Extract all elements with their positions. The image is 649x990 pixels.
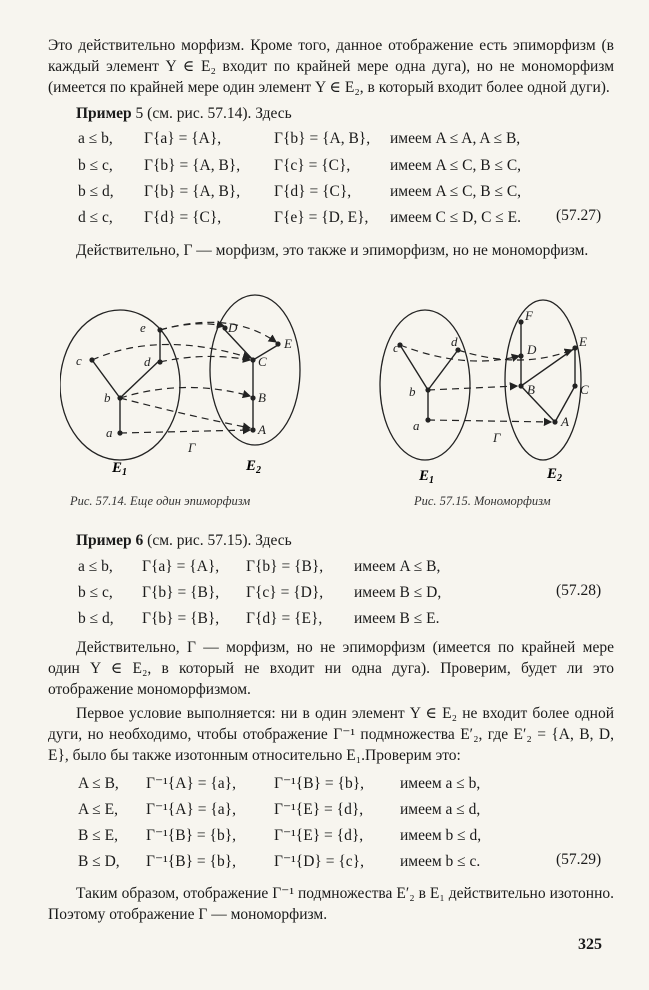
node-c (89, 357, 94, 362)
set-e2-ellipse (505, 300, 581, 460)
label-d: d (144, 354, 151, 369)
example6-heading (48, 530, 614, 551)
mapping-arc (120, 387, 250, 398)
node-b (425, 387, 430, 392)
label-c: c (76, 353, 82, 368)
node-D (222, 325, 227, 330)
label-gamma: Γ (493, 430, 501, 445)
node-A (552, 419, 557, 424)
node-b (117, 395, 122, 400)
label-a: a (106, 425, 113, 440)
label-a: a (413, 418, 420, 433)
label-E: E (284, 336, 292, 351)
mapping-arc (160, 322, 276, 342)
node-e (157, 327, 162, 332)
label-gamma: Γ (188, 440, 196, 455)
intro-paragraph: Это действительно морфизм. Кроме того, данное отображение есть эпиморфизм (в каждый элемент Y ∈ E₂ входит по крайней мере одна дуга), но не мономорфизм (имеется по крайней мере один элемент Y ∈ E₂, в который входит более одной дуги). (48, 37, 614, 96)
mapping-arc (120, 398, 250, 428)
example5-after-text: Действительно, Γ — морфизм, это также и эпиморфизм, но не мономорфизм. (76, 242, 589, 259)
label-B: B (258, 390, 266, 405)
example5-text: 5 (см. рис. 57.14). Здесь (131, 105, 292, 122)
node-a (117, 430, 122, 435)
mapping-arc (458, 350, 572, 360)
label-b: b (409, 384, 416, 399)
example5-heading (48, 103, 614, 124)
label-F: F (525, 308, 533, 323)
caption-57-15: Рис. 57.15. Мономорфизм (414, 494, 551, 508)
node-B (518, 383, 523, 388)
label-A: A (258, 422, 266, 437)
label-D: D (228, 320, 238, 335)
mapping-arc (400, 345, 519, 361)
page-number: 325 (578, 936, 602, 953)
label-C: C (258, 354, 267, 369)
edge (120, 360, 160, 398)
caption-57-14: Рис. 57.14. Еще один эпиморфизм (70, 494, 251, 508)
label-set-e2: $E_2$ (547, 466, 563, 484)
node-a (425, 417, 430, 422)
eq-number-57-28: (57.28) (556, 582, 602, 599)
node-F (518, 319, 523, 324)
set-e2-ellipse (210, 295, 300, 445)
label-A: A (561, 414, 569, 429)
figure-57-14 (60, 290, 330, 480)
mapping-arc (160, 324, 224, 330)
label-d: d (451, 334, 458, 349)
node-E (275, 341, 280, 346)
mapping-arc (160, 356, 250, 362)
node-C (572, 383, 577, 388)
example6-text: (см. рис. 57.15). Здесь (143, 532, 292, 549)
label-B: B (527, 382, 535, 397)
mapping-arc (428, 420, 551, 422)
set-e1-ellipse (60, 310, 180, 460)
example5-label: Пример (76, 105, 132, 122)
eq-number-57-27: (57.27) (556, 207, 602, 224)
label-set-e1: $E_1$ (419, 468, 435, 486)
label-c: c (393, 340, 399, 355)
node-D (518, 353, 523, 358)
label-E: E (579, 334, 587, 349)
node-A (250, 427, 255, 432)
paragraph-3: Первое условие выполняется: ни в один элемент Y ∈ E₂ не входит более одной дуги, но необходимо, чтобы отображение Γ⁻¹ подмножества E′₂, где E′₂ = {A, B, D, E}, было бы также изотонным относительно E₁.Проверим это: (48, 705, 614, 764)
label-C: C (580, 382, 589, 397)
figure-57-15 (375, 290, 625, 490)
eq-number-57-29: (57.29) (556, 851, 602, 868)
node-B (250, 395, 255, 400)
example6-label: Пример 6 (76, 532, 144, 549)
label-b: b (104, 390, 111, 405)
paragraph-2: Действительно, Γ — морфизм, но не эпиморфизм (имеется по крайней мере один Y ∈ E₂, в который не входит ни одна дуга). Проверим, будет ли это отображение мономорфизмом. (48, 639, 614, 698)
label-e: e (140, 320, 146, 335)
edge (428, 350, 458, 390)
conclusion-paragraph: Таким образом, отображение Γ⁻¹ подмножества E′₂ в E₁ действительно изотонно. Поэтому отображение Γ — мономорфизм. (48, 885, 614, 923)
mapping-arc (92, 344, 250, 360)
label-D: D (527, 342, 537, 357)
node-d (157, 359, 162, 364)
label-set-e1: $E_1$ (112, 460, 128, 478)
mapping-arc (428, 386, 517, 390)
node-C (250, 357, 255, 362)
node-E (572, 345, 577, 350)
label-set-e2: $E_2$ (246, 458, 262, 476)
